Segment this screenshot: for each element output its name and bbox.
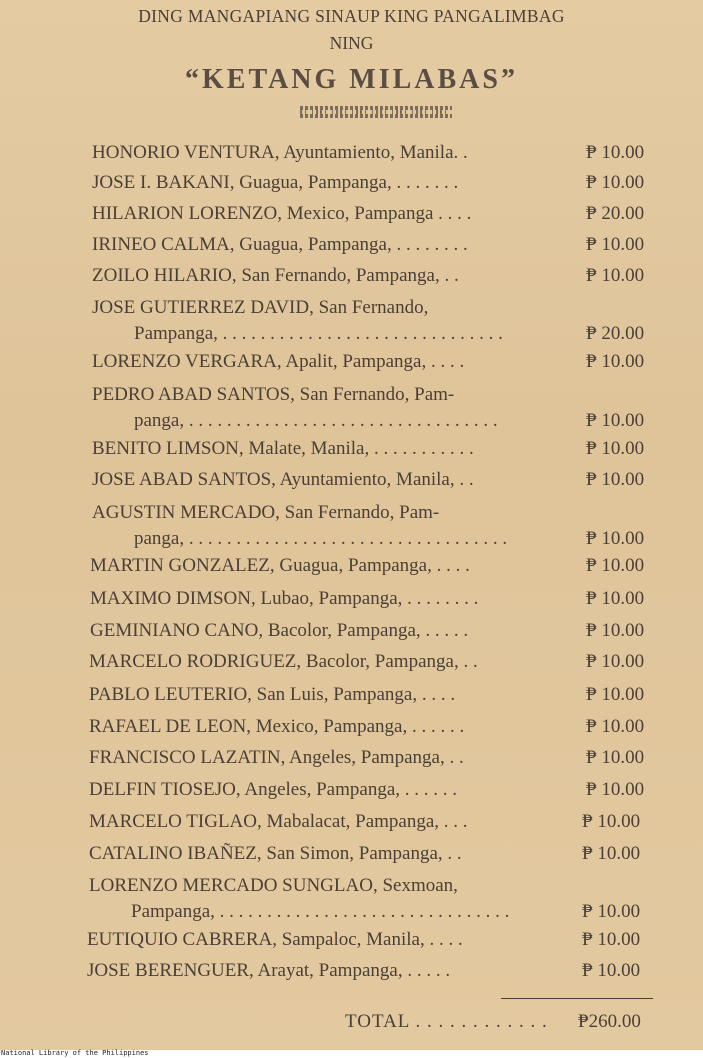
footer-bar [0, 1050, 703, 1058]
entry-amount: ₱ 10.00 [586, 555, 645, 576]
entry-continuation-line: Pampanga, . . . . . . . . . . . . . . . . . . . . . . . . . . . . . . . [131, 901, 510, 922]
entry-amount: ₱ 10.00 [586, 716, 645, 737]
entry-amount: ₱ 10.00 [586, 351, 645, 372]
entry-amount: ₱ 10.00 [586, 410, 645, 431]
entry-name-line: LORENZO MERCADO SUNGLAO, Sexmoan, [89, 875, 458, 896]
entry-amount: ₱ 10.00 [586, 438, 645, 459]
document-title: “KETANG MILABAS” [185, 64, 518, 95]
entry-name-line: GEMINIANO CANO, Bacolor, Pampanga, . . . . . [90, 620, 469, 641]
entry-amount: ₱ 10.00 [586, 265, 645, 286]
entry-name-line: EUTIQUIO CABRERA, Sampaloc, Manila, . . . . [87, 929, 463, 950]
entry-name-line: RAFAEL DE LEON, Mexico, Pampanga, . . . . . . [89, 716, 465, 737]
header-line-1: DING MANGAPIANG SINAUP KING PANGALIMBAG [138, 6, 565, 26]
entry-name-line: MARCELO TIGLAO, Mabalacat, Pampanga, . . . [89, 811, 468, 832]
entry-name-line: PABLO LEUTERIO, San Luis, Pampanga, . . . . [89, 684, 456, 705]
entry-amount: ₱ 10.00 [586, 684, 645, 705]
entry-name-line: BENITO LIMSON, Malate, Manila, . . . . . . . . . . . [92, 438, 474, 459]
entry-amount: ₱ 10.00 [582, 901, 641, 922]
total-rule [501, 998, 653, 999]
entry-amount: ₱ 10.00 [586, 779, 645, 800]
entry-amount: ₱ 10.00 [586, 142, 645, 163]
entry-name-line: CATALINO IBAÑEZ, San Simon, Pampanga, . . [89, 843, 462, 864]
entry-name-line: FRANCISCO LAZATIN, Angeles, Pampanga, . . [89, 747, 464, 768]
entry-name-line: MAXIMO DIMSON, Lubao, Pampanga, . . . . . . . . [90, 588, 479, 609]
entry-name-line: PEDRO ABAD SANTOS, San Fernando, Pam- [92, 384, 455, 405]
entry-name-line: HILARION LORENZO, Mexico, Pampanga . . . . [92, 203, 472, 224]
entry-continuation-line: Pampanga, . . . . . . . . . . . . . . . . . . . . . . . . . . . . . . [134, 323, 503, 344]
entry-name-line: MARTIN GONZALEZ, Guagua, Pampanga, . . . . [90, 555, 470, 576]
entry-amount: ₱ 10.00 [586, 588, 645, 609]
entry-amount: ₱ 10.00 [582, 929, 641, 950]
ornament-divider [300, 106, 452, 118]
entry-amount: ₱ 10.00 [582, 843, 641, 864]
entry-amount: ₱ 10.00 [586, 528, 645, 549]
entry-name-line: JOSE ABAD SANTOS, Ayuntamiento, Manila, . . [92, 469, 474, 490]
entry-name-line: AGUSTIN MERCADO, San Fernando, Pam- [92, 502, 440, 523]
entry-name-line: ZOILO HILARIO, San Fernando, Pampanga, . . [92, 265, 459, 286]
entry-name-line: DELFIN TIOSEJO, Angeles, Pampanga, . . . . . . [89, 779, 458, 800]
entry-amount: ₱ 10.00 [582, 811, 641, 832]
entry-name-line: JOSE BERENGUER, Arayat, Pampanga, . . . . . [87, 960, 451, 981]
entry-amount: ₱ 10.00 [586, 172, 645, 193]
total-amount: ₱260.00 [578, 1011, 641, 1032]
entry-amount: ₱ 20.00 [586, 323, 645, 344]
entry-amount: ₱ 20.00 [586, 203, 645, 224]
footer-credit: National Library of the Philippines [1, 1049, 149, 1057]
entry-name-line: LORENZO VERGARA, Apalit, Pampanga, . . . . [92, 351, 465, 372]
entry-continuation-line: panga, . . . . . . . . . . . . . . . . . . . . . . . . . . . . . . . . . [134, 410, 498, 431]
entry-name-line: IRINEO CALMA, Guagua, Pampanga, . . . . . . . . [92, 234, 468, 255]
entry-continuation-line: panga, . . . . . . . . . . . . . . . . . . . . . . . . . . . . . . . . . . [134, 528, 508, 549]
entry-amount: ₱ 10.00 [586, 469, 645, 490]
entry-amount: ₱ 10.00 [586, 651, 645, 672]
total-label: TOTAL . . . . . . . . . . . . [345, 1011, 548, 1032]
header-line-2: NING [329, 33, 374, 53]
entry-name-line: HONORIO VENTURA, Ayuntamiento, Manila. . [92, 142, 468, 163]
entry-amount: ₱ 10.00 [586, 747, 645, 768]
entry-amount: ₱ 10.00 [582, 960, 641, 981]
entry-name-line: JOSE I. BAKANI, Guagua, Pampanga, . . . . . . . [92, 172, 459, 193]
entry-amount: ₱ 10.00 [586, 620, 645, 641]
entry-amount: ₱ 10.00 [586, 234, 645, 255]
entry-name-line: JOSE GUTIERREZ DAVID, San Fernando, [92, 297, 429, 318]
entry-name-line: MARCELO RODRIGUEZ, Bacolor, Pampanga, . . [89, 651, 478, 672]
